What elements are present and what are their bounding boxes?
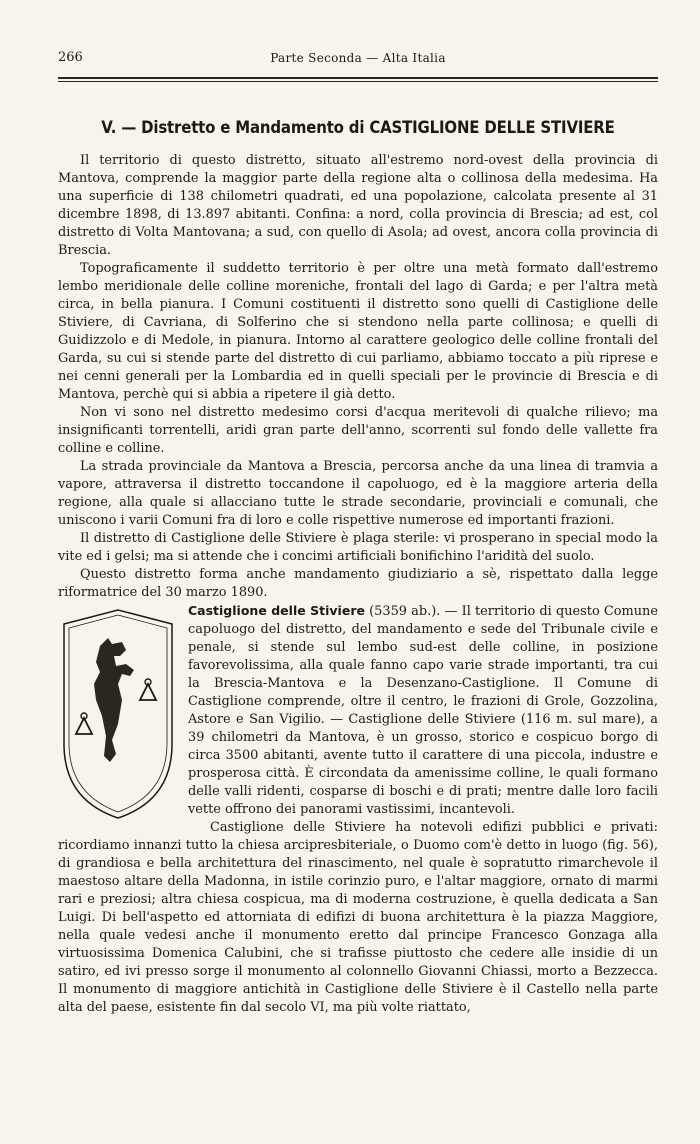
town-entry-text: (5359 ab.). — Il territorio di questo Comune capoluogo del distretto, del mandamento e sede del Tribunale civile e penale, si stende sul lembo sud-est delle colline, in posizione favorevolissima, alla quale fanno capo varie strade importanti, tra cui la Brescia-Mantova e la Desenzano-Castiglione. Il Comune di Castiglione comprende, oltre il centro, le frazioni di Grole, Gozzolina, Astore e San Vigilio. — Castiglione delle Stiviere (116 m. sul mare), a 39 chilometri da Mantova, è un grosso, storico e cospicuo borgo di circa 3500 abitanti, avente tutto il carattere di una piccola, industre e prosperosa città. È circondata da amenissime colline, le quali formano delle valli ridenti, cosparse di boschi e di prati; mentre dalle loro facili vette offrono dei panorami vastissimi, incantevoli. <box>188 604 658 817</box>
running-title: Parte Seconda — Alta Italia <box>270 51 446 65</box>
paragraph: La strada provinciale da Mantova a Brescia, percorsa anche da una linea di tramvia a vapore, attraversa il distretto toccandone il capoluogo, ed è la maggiore arteria della regione, alla quale si allacciano tutte le strade secondarie, provinciali e comunali, che uniscono i varii Comuni fra di loro e colle rispettive numerose ed importanti frazioni. <box>58 459 658 528</box>
town-name: Castiglione delle Stiviere <box>188 603 365 618</box>
section-title: V. — Distretto e Mandamento di CASTIGLIONE DELLE STIVIERE <box>101 118 615 138</box>
paragraph: Il territorio di questo distretto, situato all'estremo nord-ovest della provincia di Mantova, comprende la maggior parte della regione alta o collinosa della medesima. Ha una superficie di 138 chilometri quadrati, ed una popolazione, calcolata presente al 31 dicembre 1898, di 13.897 abitanti. Confina: a nord, colla provincia di Brescia; ad est, col distretto di Volta Mantovana; a sud, con quello di Asola; ad ovest, ancora colla provincia di Brescia. <box>58 153 658 258</box>
paragraph: Topograficamente il suddetto territorio è per oltre una metà formato dall'estremo lembo meridionale delle colline moreniche, frontali del lago di Garda; e per l'altra metà circa, in bella pianura. I Comuni costituenti il distretto sono quelli di Castiglione delle Stiviere, di Cavriana, di Solferino che si stendono nella parte collinosa; e quelli di Guidizzolo e di Medole, in pianura. Intorno al carattere geologico delle colline frontali del Garda, su cui si stende parte del distretto di cui parliamo, abbiamo toccato a più riprese e nei cenni generali per la Lombardia ed in quelli speciali per le provincie di Brescia e di Mantova, perchè qui si abbia a ripetere il già detto. <box>58 261 658 402</box>
paragraph: Il distretto di Castiglione delle Stiviere è plaga sterile: vi prosperano in special modo la vite ed i gelsi; ma si attende che i concimi artificiali bonifichino l'aridità del suolo. <box>58 531 658 564</box>
closing-paragraph: Castiglione delle Stiviere ha notevoli edifizi pubblici e privati: ricordiamo innanzi tutto la chiesa arcipresbiteriale, o Duomo com'è detto in luogo (fig. 56), di grandiosa e bella architettura del rinascimento, nel quale è sopratutto rimarchevole il maestoso altare della Madonna, in istile corinzio puro, e l'altar maggiore, ornato di marmi rari e preziosi; altra chiesa cospicua, ma di moderna costruzione, è quella dedicata a San Luigi. Di bell'aspetto ed attorniata di edifizi di buona architettura è la piazza Maggiore, nella quale vedesi anche il monumento eretto dal principe Francesco Gonzaga alla virtuosissima Domenica Calubini, che si trafisse piuttosto che cedere alle insidie di un satiro, ed ivi presso sorge il monumento al colonnello Giovanni Chiassi, morto a Bezzecca. Il monumento di maggiore antichità in Castiglione delle Stiviere è il Castello nella parte alta del paese, esistente fin dal secolo VI, ma più volte riattato, <box>58 820 658 1015</box>
header-rule-thin <box>58 81 658 82</box>
running-head <box>58 50 658 70</box>
town-entry <box>58 602 658 819</box>
body-text <box>58 152 658 1017</box>
coat-of-arms-icon <box>56 604 180 822</box>
paragraph: Non vi sono nel distretto medesimo corsi d'acqua meritevoli di qualche rilievo; ma insignificanti torrentelli, aridi gran parte dell'anno, scorrenti sul fondo delle vallette fra colline e colline. <box>58 405 658 456</box>
page-number: 266 <box>58 50 83 65</box>
paragraph: Questo distretto forma anche mandamento giudiziario a sè, rispettato dalla legge riformatrice del 30 marzo 1890. <box>58 567 658 600</box>
header-rule <box>58 77 658 79</box>
